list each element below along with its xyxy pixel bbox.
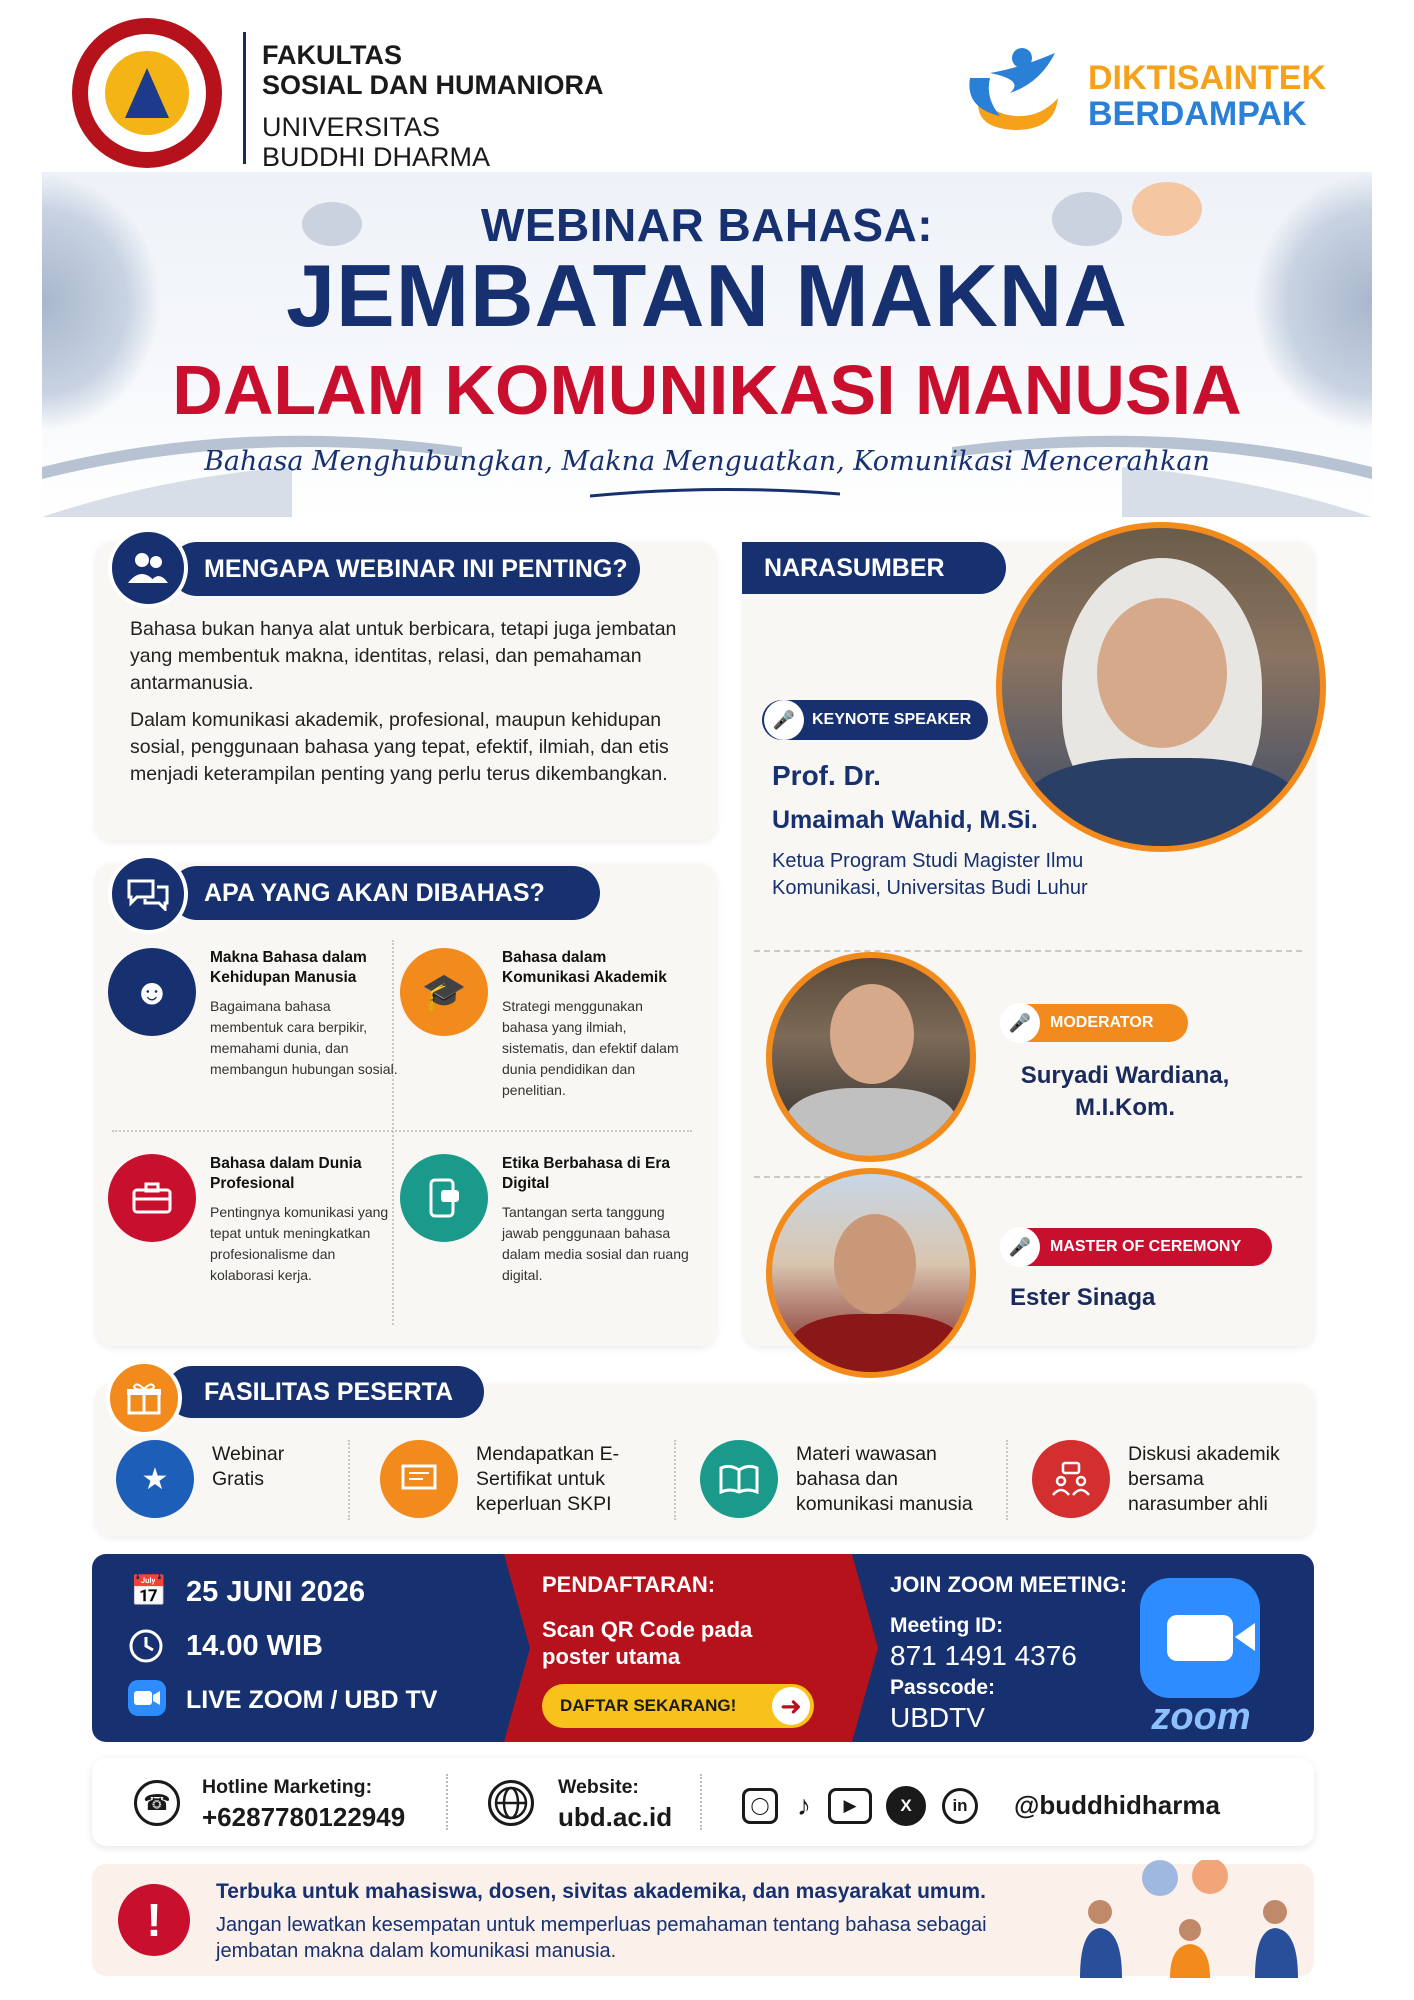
registration-text: Scan QR Code pada poster utama: [542, 1617, 753, 1669]
diktisaintek-wordmark: DIKTISAINTEK BERDAMPAK: [1088, 59, 1326, 133]
facility-text: Mendapatkan E-Sertifikat untuk keperluan SKPI: [476, 1443, 620, 1515]
facility-divider: [674, 1440, 676, 1520]
contact-divider: [446, 1774, 448, 1830]
video-camera-icon: [128, 1680, 166, 1724]
topic-body: Tantangan serta tanggung jawab penggunaan bahasa dalam media sosial dan ruang digital.: [502, 1204, 689, 1283]
instagram-icon[interactable]: ◯: [742, 1788, 778, 1824]
keynote-speaker-role: Ketua Program Studi Magister Ilmu Komunikasi, Universitas Budi Luhur: [772, 850, 1088, 899]
facility-divider: [1006, 1440, 1008, 1520]
moderator-tag: MODERATOR: [1002, 1004, 1188, 1042]
meeting-id: 871 1491 4376: [890, 1640, 1077, 1671]
mc-tag: MASTER OF CEREMONY: [1002, 1228, 1272, 1266]
mc-photo: [766, 1168, 976, 1378]
keynote-speaker-photo: [996, 522, 1326, 852]
topics-horizontal-divider: [112, 1130, 692, 1132]
header: [0, 0, 1414, 175]
facility-item: [380, 1440, 670, 1520]
event-venue: LIVE ZOOM / UBD TV: [186, 1686, 438, 1714]
hotline-number[interactable]: +6287780122949: [202, 1802, 406, 1832]
passcode: UBDTV: [890, 1702, 985, 1733]
facility-text: Webinar Gratis: [212, 1443, 285, 1490]
passcode-label: Passcode:: [890, 1676, 996, 1699]
website-label: Website:: [558, 1776, 639, 1798]
website-url[interactable]: ubd.ac.id: [558, 1802, 673, 1832]
tagline-underline: [590, 486, 840, 500]
why-section-heading: MENGAPA WEBINAR INI PENTING?: [170, 542, 640, 596]
register-now-button[interactable]: [542, 1684, 814, 1728]
why-paragraph: Dalam komunikasi akademik, profesional, maupun kehidupan sosial, penggunaan bahasa yang tepat, efektif, ilmiah, dan etis menjadi keterampilan penting yang perlu terus dikembangkan.: [130, 709, 669, 785]
certificate-icon: [380, 1440, 458, 1518]
meeting-id-label: Meeting ID:: [890, 1614, 1004, 1637]
faculty-name: FAKULTAS SOSIAL DAN HUMANIORA: [262, 40, 604, 100]
arrow-right-icon: ➜: [772, 1687, 810, 1725]
footer-audience: Terbuka untuk mahasiswa, dosen, sivitas akademika, dan masyarakat umum.: [216, 1880, 986, 1903]
keynote-speaker-title: Prof. Dr.: [772, 760, 881, 791]
register-button-label: DAFTAR SEKARANG!: [560, 1696, 737, 1715]
phone-chat-icon: [400, 1154, 488, 1242]
discussion-icon: [1032, 1440, 1110, 1518]
people-icon: [108, 528, 188, 608]
head-chat-icon: ☻: [108, 948, 196, 1036]
facility-text: Diskusi akademik bersama narasumber ahli: [1128, 1443, 1280, 1515]
gift-icon: [106, 1360, 182, 1436]
moderator-photo: [766, 952, 976, 1162]
hero-title: JEMBATAN MAKNA: [286, 246, 1128, 345]
footer-message: Jangan lewatkan kesempatan untuk memperluas pemahaman tentang bahasa sebagai jembatan makna dalam komunikasi manusia.: [216, 1914, 987, 1962]
badge-star-icon: ★: [116, 1440, 194, 1518]
facility-text: Materi wawasan bahasa dan komunikasi manusia: [796, 1443, 973, 1515]
keynote-speaker-name: Umaimah Wahid, M.Si.: [772, 806, 1038, 834]
zoom-wordmark: zoom: [1151, 1696, 1251, 1738]
facilities-section-heading: FASILITAS PESERTA: [166, 1366, 484, 1418]
facility-divider: [348, 1440, 350, 1520]
why-section-body: [130, 616, 690, 798]
speakers-section-heading: NARASUMBER: [742, 542, 1006, 594]
hotline-label: Hotline Marketing:: [202, 1776, 373, 1798]
topic-body: Bagaimana bahasa membentuk cara berpikir, memahami dunia, dan membangun hubungan sosial.: [210, 998, 398, 1077]
facility-item: [1032, 1440, 1302, 1520]
facility-item: [700, 1440, 990, 1520]
topic-title: Bahasa dalam Dunia Profesional: [210, 1155, 362, 1192]
event-date: 25 JUNI 2026: [186, 1576, 365, 1608]
exclamation-icon: !: [118, 1884, 190, 1956]
whatsapp-icon[interactable]: ☎: [134, 1780, 180, 1826]
contact-divider: [700, 1774, 702, 1830]
speaker-divider: [754, 950, 1302, 952]
topic-body: Pentingnya komunikasi yang tepat untuk meningkatkan profesionalisme dan kolaborasi kerja.: [210, 1204, 389, 1283]
topics-section-heading: APA YANG AKAN DIBAHAS?: [170, 866, 600, 920]
hero-tagline: Bahasa Menghubungkan, Makna Menguatkan, Komunikasi Mencerahkan: [204, 446, 1210, 477]
microphone-icon: 🎤: [1000, 1227, 1040, 1267]
topic-body: Strategi menggunakan bahasa yang ilmiah, sistematis, dan efektif dalam dunia pendidikan dan penelitian.: [502, 998, 679, 1098]
briefcase-icon: [108, 1154, 196, 1242]
linkedin-icon[interactable]: in: [942, 1788, 978, 1824]
header-divider: [243, 32, 246, 164]
facility-item: [116, 1440, 336, 1520]
calendar-icon: 📅: [130, 1575, 168, 1608]
globe-icon[interactable]: [488, 1780, 534, 1826]
registration-heading: PENDAFTARAN:: [542, 1572, 716, 1597]
social-handle[interactable]: @buddhidharma: [1014, 1790, 1220, 1820]
tiktok-icon[interactable]: ♪: [797, 1790, 811, 1821]
diktisaintek-logo-icon: [960, 38, 1070, 138]
microphone-icon: 🎤: [1000, 1003, 1040, 1043]
moderator-name: Suryadi Wardiana, M.I.Kom.: [1020, 1062, 1230, 1121]
hero-kicker: WEBINAR BAHASA:: [480, 199, 934, 251]
topic-title: Bahasa dalam Komunikasi Akademik: [502, 949, 667, 986]
bell-icon: [125, 68, 169, 118]
university-name: UNIVERSITAS BUDDHI DHARMA: [262, 112, 491, 172]
microphone-icon: 🎤: [764, 700, 804, 740]
clock-icon: [128, 1628, 164, 1672]
university-seal-logo: [72, 18, 222, 168]
youtube-icon[interactable]: ▶: [828, 1788, 872, 1824]
x-twitter-icon[interactable]: X: [886, 1786, 926, 1826]
graduation-book-icon: 🎓: [400, 948, 488, 1036]
open-book-icon: [700, 1440, 778, 1518]
topic-title: Etika Berbahasa di Era Digital: [502, 1155, 670, 1192]
zoom-logo-icon: [1140, 1578, 1260, 1698]
why-paragraph: Bahasa bukan hanya alat untuk berbicara, tetapi juga jembatan yang membentuk makna, identitas, relasi, dan pemahaman antarmanusia.: [130, 618, 677, 694]
zoom-heading: JOIN ZOOM MEETING:: [890, 1572, 1128, 1597]
chat-bubbles-icon: [108, 854, 188, 934]
mc-name: Ester Sinaga: [1010, 1284, 1156, 1311]
hero-subtitle: DALAM KOMUNIKASI MANUSIA: [172, 351, 1242, 429]
event-time: 14.00 WIB: [186, 1630, 323, 1662]
topic-title: Makna Bahasa dalam Kehidupan Manusia: [210, 949, 367, 986]
people-discussion-illustration: [1070, 1860, 1310, 1978]
keynote-speaker-tag: KEYNOTE SPEAKER: [762, 700, 988, 740]
